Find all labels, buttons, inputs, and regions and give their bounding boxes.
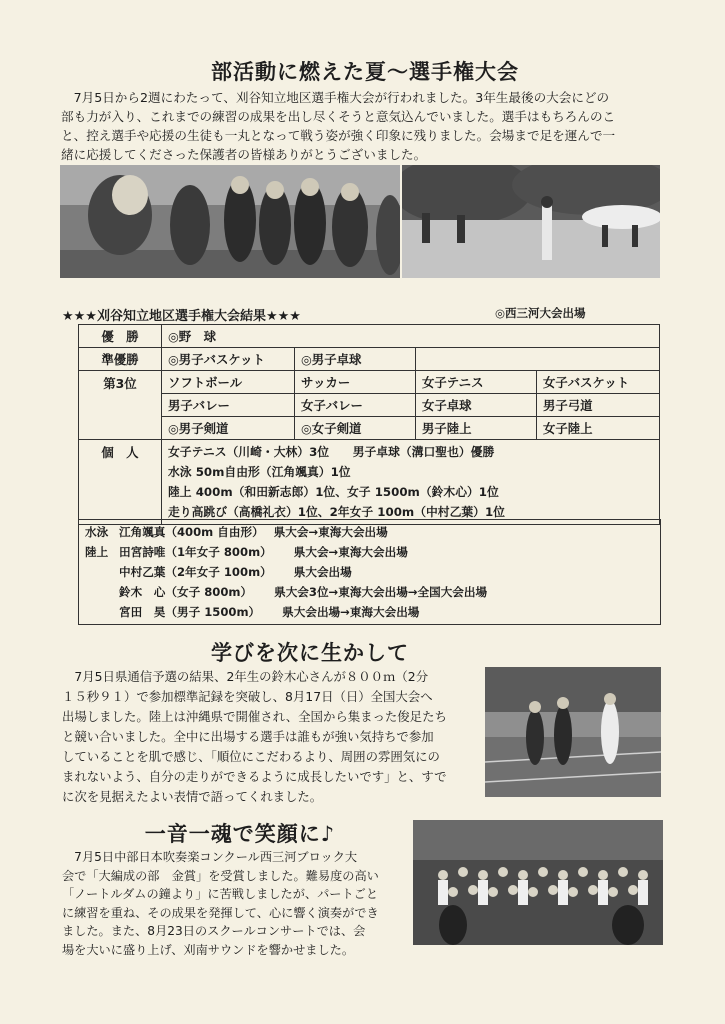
qualifier-name: 宮田 昊 [119,605,166,619]
section3-line: ました。また、8月23日のスクールコンサートでは、会 [62,924,366,938]
section2-line: していることを肌で感じ、「順位にこだわるより、周囲の雰囲気にの [62,749,440,764]
qualifier-row [85,584,487,600]
section3-line: 7月5日中部日本吹奏楽コンクール西三河ブロック大 [62,850,358,864]
section2-line: と競い合いました。全中に出場する選手は誰もが強い気持ちで参加 [62,729,434,744]
third-cell: 女子陸上 [537,417,660,440]
results-title: ★★★刈谷知立地区選手権大会結果★★★ [62,309,301,324]
qualifier-event: （2年女子 100m） [165,565,272,579]
individual-line: 女子テニス（川崎・大林）3位 男子卓球（溝口聖也）優勝 [168,445,495,459]
third-cell: 女子テニス [416,371,537,394]
section1-title: 部活動に燃えた夏～選手権大会 [211,60,519,84]
third-cell: 男子陸上 [416,417,537,440]
section2-line: １５秒９１）で参加標準記録を突破し、8月17日（日）全国大会へ [62,689,433,704]
qualifier-result: 県大会3位→東海大会出場→全国大会出場 [274,585,488,599]
section3-line: 場を大いに盛り上げ、刈南サウンドを響かせました。 [62,942,355,957]
section3-line: 「ノートルダムの鐘より」に苦戦しましたが、パートごと [62,887,379,901]
win-cell: ◎野 球 [162,325,660,348]
qualifier-event: （1年女子 800m） [165,545,272,559]
qualifier-event: （400m 自由形） [165,525,264,539]
results-table [78,324,660,525]
third-cell: 女子卓球 [416,394,537,417]
section1-line: 7月5日から2週にわたって、刈谷知立地区選手権大会が行われました。3年生最後の大会にどの [61,90,610,105]
second-cell: ◎男子バスケット [162,348,295,371]
qualifier-sport: 水泳 [85,525,109,539]
row-label: 第3位 [79,371,162,440]
section2-line: に次を見据えたよい表情で語ってくれました。 [62,789,323,804]
qualifier-result: 県大会→東海大会出場 [293,545,408,559]
third-cell: 男子バレー [162,394,295,417]
individual-line: 水泳 50m自由形（江角颯真）1位 [168,465,351,479]
section3-body [62,848,412,959]
section3-title: 一音一魂で笑顔に♪ [144,822,336,846]
third-cell: サッカー [295,371,416,394]
section3-line: 会で「大編成の部 金賞」を受賞しました。難易度の高い [62,868,379,883]
basketball-team-photo [60,165,400,278]
outdoor-sports-photo [402,165,660,278]
qualifier-result: 県大会出場→東海大会出場 [282,605,420,619]
third-cell: 女子バレー [295,394,416,417]
results-note: ◎西三河大会出場 [495,306,586,320]
section2-line: 出場しました。陸上は沖縄県で開催され、全国から集まった俊足たち [62,709,447,724]
qualifier-name: 中村乙葉 [119,565,166,579]
qualifier-name: 鈴木 心 [119,585,166,599]
qualifier-sport: 陸上 [85,545,109,559]
individual-line: 陸上 400m（和田新志郎）1位、女子 1500m（鈴木心）1位 [168,485,499,499]
track-race-photo [485,667,661,797]
third-cell: 女子バスケット [537,371,660,394]
qualifier-row [85,524,388,540]
third-cell: ソフトボール [162,371,295,394]
section2-title: 学びを次に生かして [211,641,409,665]
section1-line: 部も力が入り、これまでの練習の成果を出し尽くそうと意気込んでいました。選手はもちろんのこ [61,109,616,124]
second-cell: ◎男子卓球 [295,348,416,371]
row-label: 優 勝 [79,325,162,348]
row-label: 個 人 [79,440,162,525]
section2-line: 7月5日県通信予選の結果、2年生の鈴木心さんが８００ｍ（2分 [62,669,429,684]
section2-body [62,667,482,807]
third-cell: ◎男子剣道 [162,417,295,440]
qualifier-row [85,604,419,620]
section3-line: に練習を重ね、その成果を発揮して、心に響く演奏ができ [62,905,379,920]
qualifier-name: 田宮詩唯 [119,545,166,559]
section2-line: まれないよう、自分の走りができるように成長したいです」と、すで [62,769,447,784]
brass-band-photo [413,820,663,945]
section1-body [61,88,681,164]
third-cell: ◎女子剣道 [295,417,416,440]
empty-cell [416,348,660,371]
qualifier-row [85,564,352,580]
qualifiers-box [78,519,661,625]
individual-cell [162,440,660,525]
qualifier-event: （男子 1500m） [165,605,261,619]
qualifier-row [85,544,408,560]
row-label: 準優勝 [79,348,162,371]
qualifier-name: 江角颯真 [119,525,166,539]
third-cell: 男子弓道 [537,394,660,417]
individual-line: 走り高跳び（高橋礼衣）1位、2年女子 100m（中村乙葉）1位 [168,505,505,519]
qualifier-result: 県大会→東海大会出場 [273,525,388,539]
qualifier-result: 県大会出場 [293,565,352,579]
qualifier-event: （女子 800m） [165,585,253,599]
section1-line: 緒に応援してくださった保護者の皆様ありがとうございました。 [61,147,427,162]
section1-line: と、控え選手や応援の生徒も一丸となって戦う姿が強く印象に残りました。会場まで足を運んで一 [61,128,616,143]
